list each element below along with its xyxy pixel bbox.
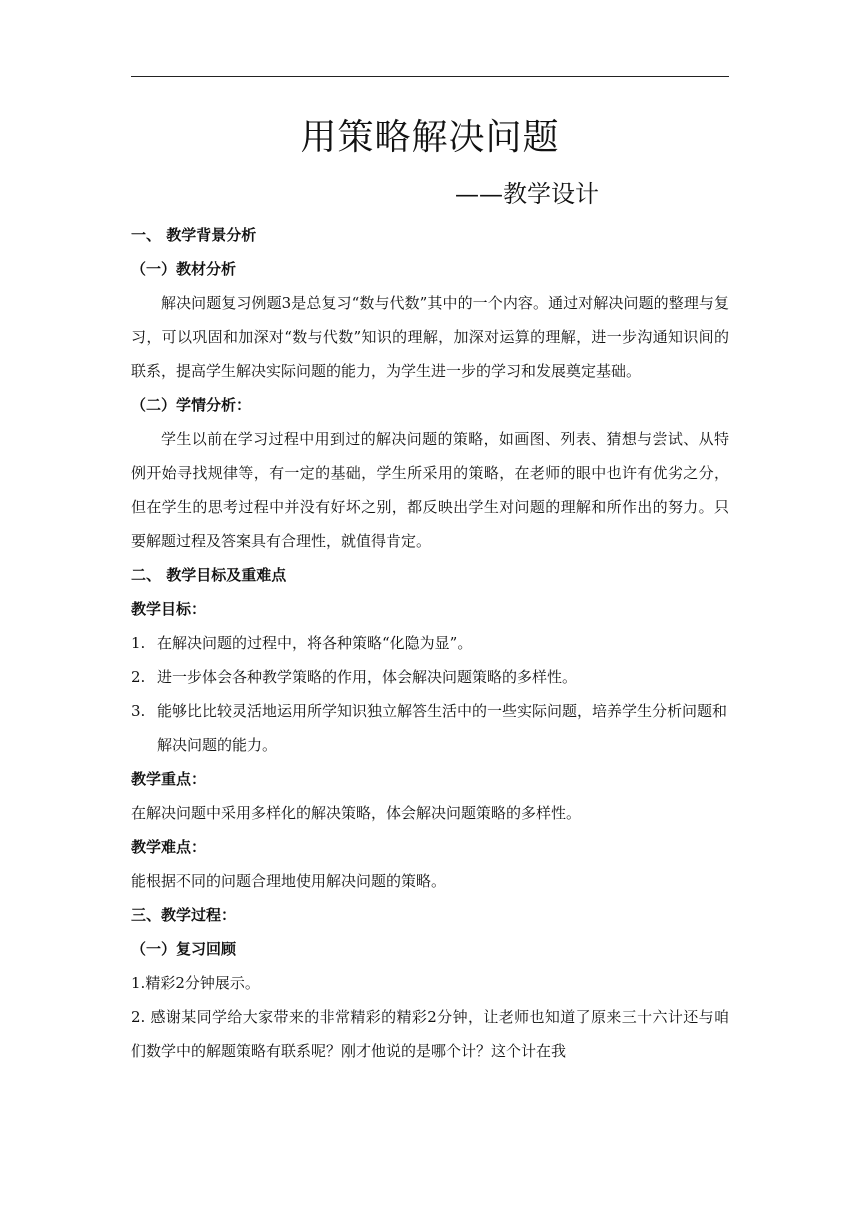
step-text: 感谢某同学给大家带来的非常精彩的精彩2分钟，让老师也知道了原来三十六计还与咱们数学中的解题策略有联系呢？刚才他说的是哪个计？这个计在我 <box>131 1008 729 1060</box>
goal-text: 能够比比较灵活地运用所学知识独立解答生活中的一些实际问题，培养学生分析问题和解决问题的能力。 <box>157 702 728 754</box>
goal-item <box>131 660 729 694</box>
document-body <box>131 218 729 1068</box>
goals-heading: 教学目标： <box>131 600 207 618</box>
section-2-heading: 二、 教学目标及重难点 <box>131 566 287 584</box>
goal-number: 3. <box>131 702 146 720</box>
document-title: 用策略解决问题 <box>300 117 560 158</box>
section-3-heading: 三、教学过程： <box>131 906 237 924</box>
step-item <box>131 966 729 1000</box>
goal-number: 1. <box>131 634 146 652</box>
difficulty-heading: 教学难点： <box>131 838 207 856</box>
goal-item <box>131 694 729 762</box>
step-text: 精彩2分钟展示。 <box>145 974 260 992</box>
textbook-analysis-paragraph: 解决问题复习例题3是总复习“数与代数”其中的一个内容。通过对解决问题的整理与复习，可以巩固和加深对“数与代数”知识的理解，加深对运算的理解，进一步沟通知识间的联系，提高学生解决实际问题的能力，为学生进一步的学习和发展奠定基础。 <box>131 294 729 380</box>
goal-text: 在解决问题的过程中，将各种策略“化隐为显”。 <box>157 634 473 652</box>
goal-item <box>131 626 729 660</box>
key-points-text: 在解决问题中采用多样化的解决策略，体会解决问题策略的多样性。 <box>131 804 582 822</box>
key-points-heading: 教学重点： <box>131 770 207 788</box>
goal-number: 2. <box>131 668 146 686</box>
student-analysis-paragraph: 学生以前在学习过程中用到过的解决问题的策略，如画图、列表、猜想与尝试、从特例开始寻找规律等，有一定的基础，学生所采用的策略，在老师的眼中也许有优劣之分，但在学生的思考过程中并没有好坏之别，都反映出学生对问题的理解和所作出的努力。只要解题过程及答案具有合理性，就值得肯定。 <box>131 430 729 550</box>
goal-text: 进一步体会各种教学策略的作用，体会解决问题策略的多样性。 <box>157 668 578 686</box>
difficulty-text: 能根据不同的问题合理地使用解决问题的策略。 <box>131 872 447 890</box>
document-subtitle: ——教学设计 <box>455 180 599 208</box>
step-item <box>131 1000 729 1068</box>
subsection-1-1-heading: （一）教材分析 <box>131 260 237 278</box>
header-rule <box>131 76 729 77</box>
step-number: 1. <box>131 974 146 992</box>
step-number: 2. <box>131 1008 146 1026</box>
subsection-1-2-heading: （二）学情分析： <box>131 396 252 414</box>
section-1-heading: 一、 教学背景分析 <box>131 226 257 244</box>
subsection-3-1-heading: （一）复习回顾 <box>131 940 237 958</box>
